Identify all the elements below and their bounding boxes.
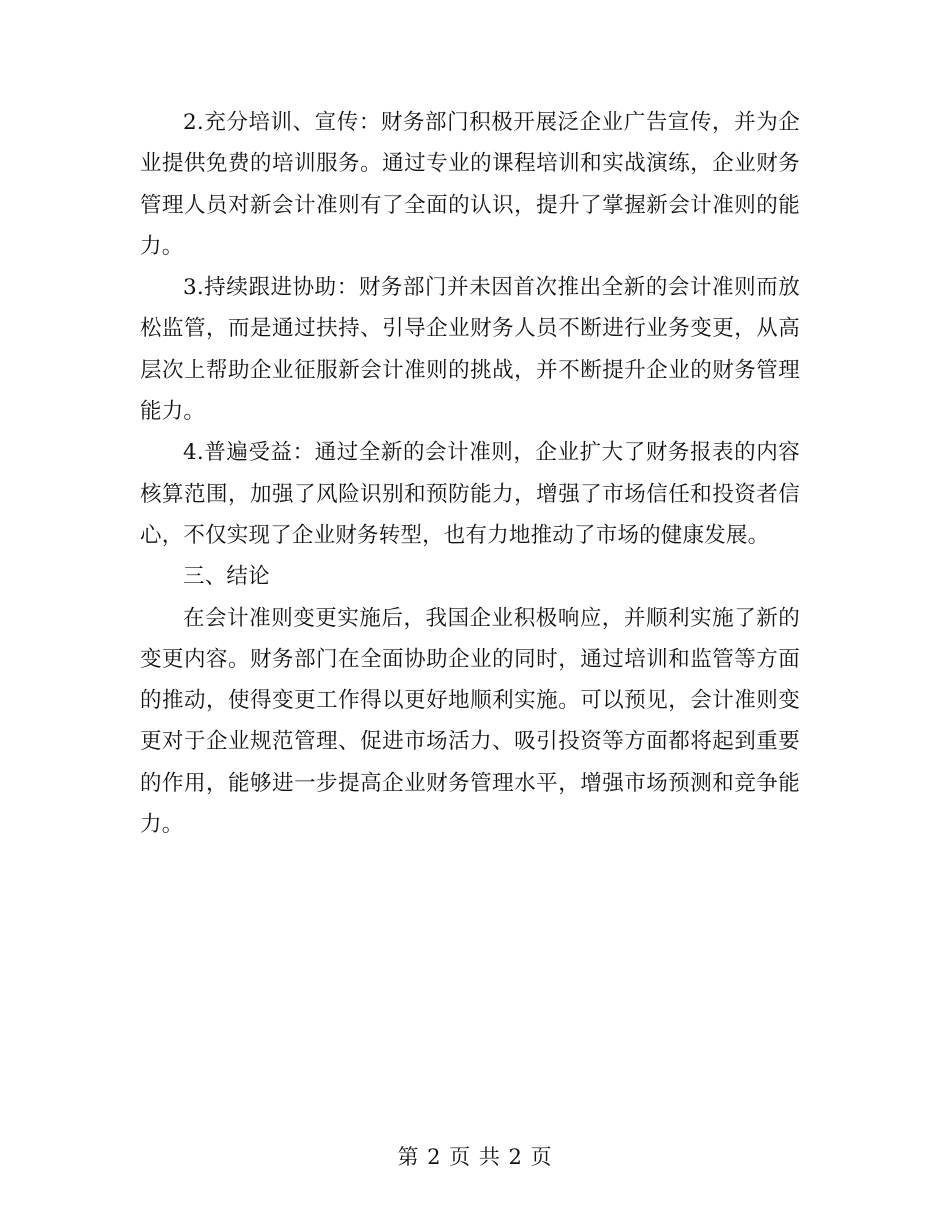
section-heading-conclusion: 三、结论: [183, 564, 270, 590]
paragraph-conclusion: 在会计准则变更实施后，我国企业积极响应，并顺利实施了新的变更内容。财务部门在全面协助企业的同时，通过培训和监管等方面的推动，使得变更工作得以更好地顺利实施。可以预见，会计准则变更对于企业规范管理、促进市场活力、吸引投资等方面都将起到重要的作用，能够进一步提高企业财务管理水平，增强市场预测和竞争能力。: [140, 605, 800, 838]
paragraph-general-benefit: 4.普遍受益：通过全新的会计准则，企业扩大了财务报表的内容核算范围，加强了风险识别和预防能力，增强了市场信任和投资者信心，不仅实现了企业财务转型，也有力地推动了市场的健康发展。: [140, 440, 800, 548]
paragraph-training-promotion: 2.充分培训、宣传：财务部门积极开展泛企业广告宣传，并为企业提供免费的培训服务。通过专业的课程培训和实战演练，企业财务管理人员对新会计准则有了全面的认识，提升了掌握新会计准则的能力。: [140, 110, 800, 259]
document-body: [140, 102, 800, 845]
page-number-footer: 第 2 页 共 2 页: [397, 1145, 553, 1169]
paragraph-continuous-assistance: 3.持续跟进协助：财务部门并未因首次推出全新的会计准则而放松监管，而是通过扶持、引导企业财务人员不断进行业务变更，从高层次上帮助企业征服新会计准则的挑战，并不断提升企业的财务管理能力。: [140, 275, 800, 425]
